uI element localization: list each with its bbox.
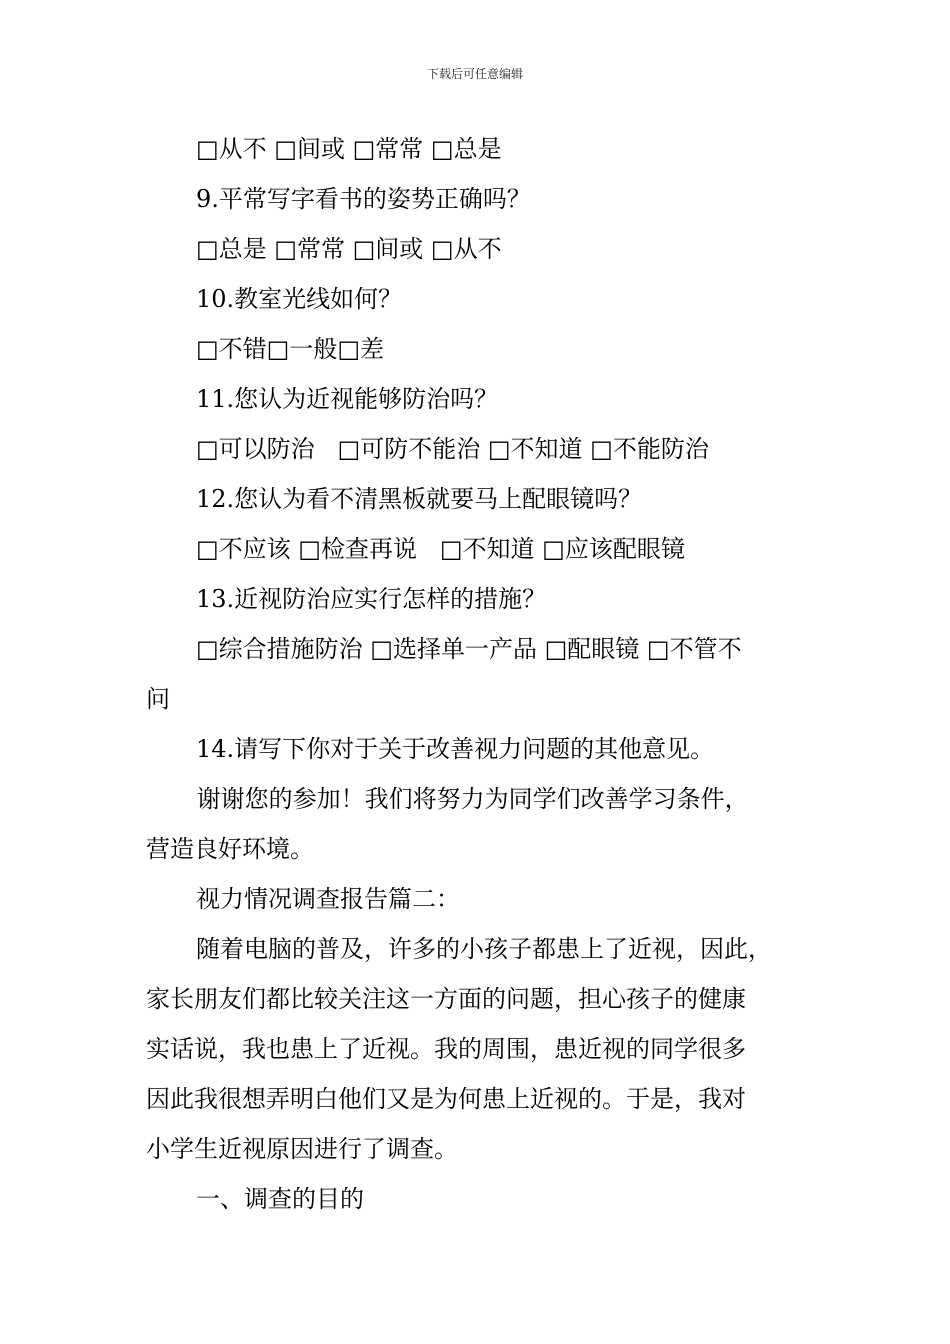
option-line-13: □综合措施防治 □选择单一产品 □配眼镜 □不管不 <box>196 635 742 663</box>
body-paragraph-line-2: 家长朋友们都比较关注这一方面的问题，担心孩子的健康 <box>146 985 746 1013</box>
option-line-9: □总是 □常常 □间或 □从不 <box>196 235 502 263</box>
section-heading-part-two: 视力情况调查报告篇二： <box>196 885 460 913</box>
body-paragraph-line-5: 小学生近视原因进行了调查。 <box>146 1135 458 1163</box>
body-paragraph-line-4: 因此我很想弄明白他们又是为何患上近视的。于是，我对 <box>146 1085 746 1113</box>
question-12: 12.您认为看不清黑板就要马上配眼镜吗？ <box>196 485 643 513</box>
option-line-10: □不错□一般□差 <box>196 335 385 363</box>
option-line-12: □不应该 □检查再说 □不知道 □应该配眼镜 <box>196 535 685 563</box>
thanks-paragraph-line-2: 营造良好环境。 <box>146 835 314 863</box>
option-line-11: □可以防治 □可防不能治 □不知道 □不能防治 <box>196 435 709 463</box>
body-paragraph-line-1: 随着电脑的普及，许多的小孩子都患上了近视，因此， <box>196 935 772 963</box>
thanks-paragraph-line-1: 谢谢您的参加！我们将努力为同学们改善学习条件， <box>189 785 749 813</box>
body-paragraph-line-3: 实话说，我也患上了近视。我的周围，患近视的同学很多 <box>146 1035 746 1063</box>
option-line-13-wrap: 问 <box>146 685 170 713</box>
page-header: 下载后可任意编辑 <box>426 67 523 81</box>
question-13: 13.近视防治应实行怎样的措施？ <box>196 585 547 613</box>
section-heading-purpose: 一、调查的目的 <box>196 1185 364 1213</box>
option-line-8: □从不 □间或 □常常 □总是 <box>196 135 502 163</box>
question-11: 11.您认为近视能够防治吗？ <box>196 385 499 413</box>
question-9: 9.平常写字看书的姿势正确吗？ <box>196 185 531 213</box>
question-14: 14.请写下你对于关于改善视力问题的其他意见。 <box>196 735 715 763</box>
question-10: 10.教室光线如何？ <box>196 285 403 313</box>
